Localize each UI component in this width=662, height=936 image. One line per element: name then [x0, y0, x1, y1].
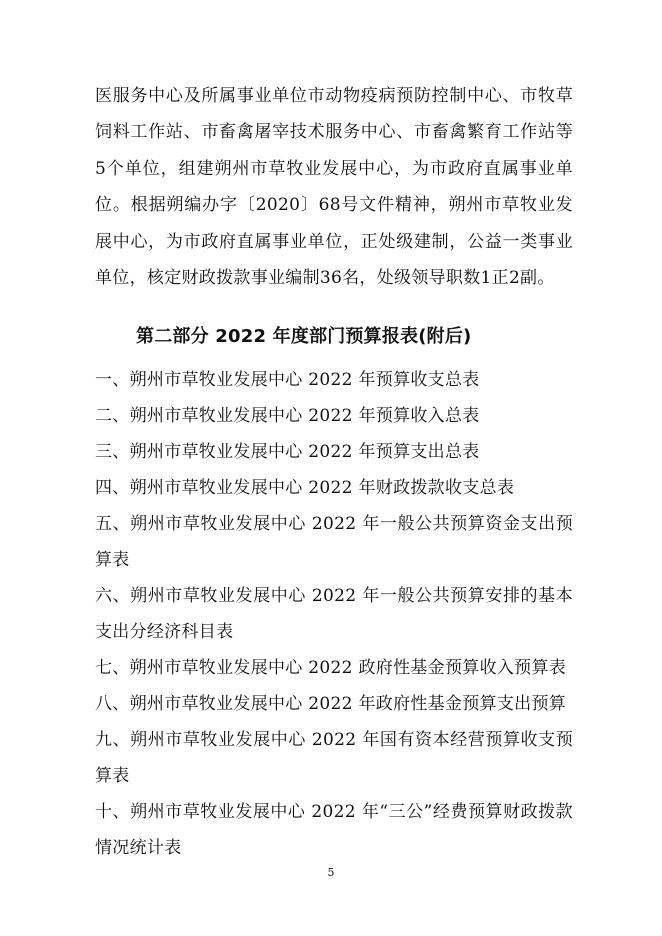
section-heading: 第二部分 2022 年度部门预算报表(附后): [136, 326, 472, 347]
list-item: 七、朔州市草牧业发展中心 2022 政府性基金预算收入预算表: [95, 658, 567, 678]
list-item: 二、朔州市草牧业发展中心 2022 年预算收入总表: [95, 406, 480, 426]
list-item: 六、朔州市草牧业发展中心 2022 年一般公共预算安排的基本支出分经济科目表: [95, 586, 573, 642]
list-item: 三、朔州市草牧业发展中心 2022 年预算支出总表: [95, 442, 480, 462]
list-item: 十、朔州市草牧业发展中心 2022 年“三公”经费预算财政拨款情况统计表: [95, 802, 573, 858]
list-item: 九、朔州市草牧业发展中心 2022 年国有资本经营预算收支预算表: [95, 730, 573, 786]
body-paragraph: 医服务中心及所属事业单位市动物疫病预防控制中心、市牧草饲料工作站、市畜禽屠宰技术服务中心、市畜禽繁育工作站等5个单位，组建朔州市草牧业发展中心，为市政府直属事业单位。根据朔编办字〔2020〕68号文件精神，朔州市草牧业发展中心，为市政府直属事业单位，正处级建制，公益一类事业单位，核定财政拨款事业编制36名，处级领导职数1正2副。: [95, 86, 573, 289]
list-item: 一、朔州市草牧业发展中心 2022 年预算收支总表: [95, 370, 480, 390]
list-item: 四、朔州市草牧业发展中心 2022 年财政拨款收支总表: [95, 478, 515, 498]
list-item: 八、朔州市草牧业发展中心 2022 年政府性基金预算支出预算: [95, 694, 567, 714]
list-item: 五、朔州市草牧业发展中心 2022 年一般公共预算资金支出预算表: [95, 514, 573, 570]
report-list: [95, 362, 573, 866]
page-number: 5: [327, 866, 335, 879]
